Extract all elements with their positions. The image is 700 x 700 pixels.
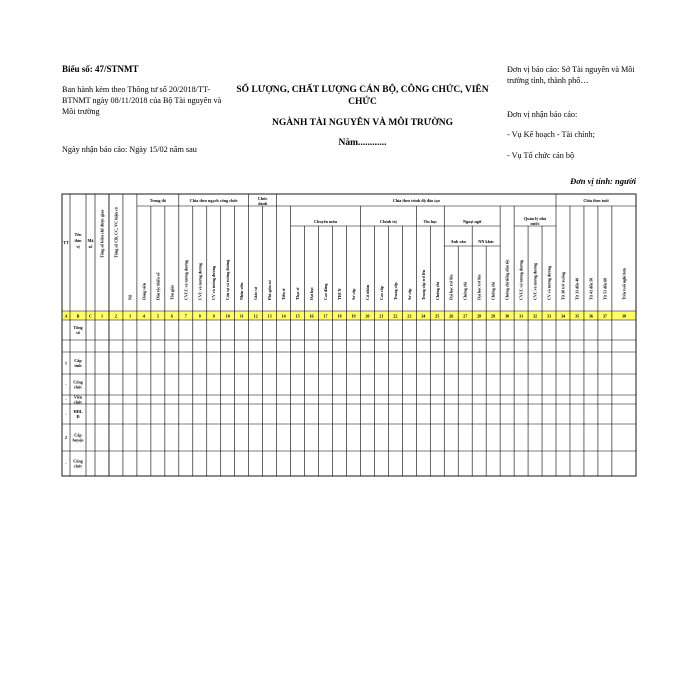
allocated-staff-header: Tổng số biên chế được giao xyxy=(99,209,105,258)
subsub-header: NN khác xyxy=(478,239,495,244)
reporting-unit: Đơn vị báo cáo: Sở Tài nguyên và Môi trường tỉnh, thành phố… xyxy=(507,65,635,85)
row-name: Công xyxy=(73,379,83,385)
column-label: Đảng viên xyxy=(141,282,147,300)
group-header: Chia theo tuổi xyxy=(583,198,609,203)
index-cell: 33 xyxy=(546,313,552,319)
row-name: chức xyxy=(73,384,83,390)
group-header: Chia theo ngạch công chức xyxy=(189,198,238,203)
index-cell: 31 xyxy=(518,313,524,319)
column-label: Phó giáo sư xyxy=(267,280,273,300)
row-tt: - xyxy=(65,461,67,466)
index-cell: 27 xyxy=(463,313,468,319)
row-name: HĐL xyxy=(73,408,83,414)
row-name: Viên xyxy=(73,394,83,400)
index-cell: 15 xyxy=(295,313,300,319)
column-label: Đại học trở lên xyxy=(448,274,454,300)
index-cell: 20 xyxy=(365,313,370,319)
row-tt: 1 xyxy=(64,360,68,366)
row-name: Đ xyxy=(76,414,80,420)
column-label: Từ 51 đến 60 xyxy=(602,277,608,300)
index-cell: 11 xyxy=(239,313,244,319)
row-tt: 2 xyxy=(64,435,68,440)
index-cell: 24 xyxy=(421,313,426,319)
current-staff-header: Tổng số CB, CC, VC hiện có xyxy=(113,207,119,258)
column-label: Nữ xyxy=(127,294,133,300)
column-label: Cao đẳng xyxy=(323,283,329,300)
group-header: Chia theo trình độ đào tạo xyxy=(392,198,440,203)
row-name: Cấp xyxy=(74,357,82,363)
report-title: SỐ LƯỢNG, CHẤT LƯỢNG CÁN BỘ, CÔNG CHỨC, VIÊN CHỨC xyxy=(236,85,489,107)
row-tt: - xyxy=(65,397,67,402)
column-label: Chứng chỉ xyxy=(434,282,440,300)
index-cell: 16 xyxy=(309,313,314,319)
column-label: Cán sự và tương đương xyxy=(225,259,231,300)
column-label: Giáo sư xyxy=(253,286,259,300)
index-cell: 13 xyxy=(267,313,272,319)
column-label: CVC và tương đương xyxy=(532,263,538,300)
index-cell: 25 xyxy=(435,313,440,319)
index-cell: A xyxy=(64,313,68,319)
index-cell: 30 xyxy=(505,313,510,319)
index-cell: 14 xyxy=(281,313,286,319)
column-label: Nhân viên xyxy=(239,282,245,300)
row-tt: - xyxy=(65,411,67,417)
column-label: Đại học trở lên xyxy=(476,274,482,300)
sub-header: Quản lý nhà xyxy=(523,216,547,221)
column-label: Tôn giáo xyxy=(169,284,175,300)
column-label: Thạc sĩ xyxy=(295,287,301,300)
column-label: Chứng chỉ xyxy=(490,282,496,300)
code-header-2: số xyxy=(88,244,93,249)
index-cell: 2 xyxy=(114,313,118,319)
receiving-unit-1: - Vụ Kế hoạch - Tài chính; xyxy=(507,130,595,139)
index-cell: 34 xyxy=(560,313,566,319)
sub-header: Chính trị xyxy=(380,219,397,224)
index-cell: 37 xyxy=(602,313,607,319)
row-name: chức xyxy=(73,399,83,405)
column-label: Từ 31 đến 40 xyxy=(574,277,580,300)
column-label: Sơ cấp xyxy=(350,288,356,300)
row-tt: - xyxy=(65,382,67,387)
index-cell: 28 xyxy=(477,313,482,319)
column-label: Cao cấp xyxy=(378,286,384,300)
column-label: Cử nhân xyxy=(364,285,370,300)
index-cell: 4 xyxy=(142,313,145,319)
column-label: Tiến sĩ xyxy=(281,288,287,300)
column-label: Đại học xyxy=(309,287,315,300)
index-cell: 3 xyxy=(128,313,131,319)
index-cell: 26 xyxy=(449,313,454,319)
unit-of-measure: Đơn vị tính: người xyxy=(570,176,636,186)
row-name: Tổng xyxy=(73,324,83,330)
sub-header: Chuyên môn xyxy=(314,219,337,224)
index-cell: 5 xyxy=(156,313,159,319)
index-cell: 18 xyxy=(337,313,342,319)
column-label: CVC và tương đương xyxy=(197,263,203,300)
row-name: Công xyxy=(73,458,83,464)
column-label: Trên tuổi nghỉ hưu xyxy=(621,267,627,300)
receiving-unit-2: - Vụ Tổ chức cán bộ xyxy=(507,151,575,160)
receiving-units-label: Đơn vị nhận báo cáo: xyxy=(507,110,578,119)
group-header-2: danh xyxy=(258,201,268,206)
column-label: Chứng chỉ xyxy=(462,282,468,300)
index-cell: 36 xyxy=(588,313,594,319)
index-cell: 9 xyxy=(212,313,215,319)
tt-header: TT xyxy=(63,240,69,245)
index-cell: 6 xyxy=(170,313,173,319)
sub-header-2: nước xyxy=(530,221,540,226)
index-cell: 7 xyxy=(184,313,187,319)
column-label: Trung cấp xyxy=(392,282,398,300)
form-code: Biểu số: 47/STNMT xyxy=(62,64,139,74)
index-cell: C xyxy=(88,313,93,319)
sub-header: Ngoại ngữ xyxy=(462,219,482,224)
column-label: CV và tương đương xyxy=(546,266,552,300)
sub-header: Tin học xyxy=(423,219,438,224)
row-name: huyện xyxy=(72,437,84,443)
name-header: Tên xyxy=(74,232,82,237)
column-label: Từ 30 trở xuống xyxy=(560,272,566,300)
column-label: Dân tộc thiểu số xyxy=(155,272,161,300)
name-header-2: đơn xyxy=(74,238,82,243)
report-year: Năm............ xyxy=(338,138,387,148)
index-cell: B xyxy=(76,313,80,319)
column-label: Chứng chỉ tiếng dân tộc xyxy=(504,259,510,300)
index-cell: 21 xyxy=(379,313,384,319)
group-header: Chức xyxy=(257,196,268,201)
group-header: Trong đó xyxy=(149,198,166,203)
column-label: Trung cấp trở lên xyxy=(420,269,426,300)
index-cell: 10 xyxy=(225,313,230,319)
row-name: số xyxy=(76,330,80,336)
index-cell: 8 xyxy=(198,313,201,319)
column-label: CVCC và tương đương xyxy=(183,260,189,300)
column-label: CV và tương đương xyxy=(211,266,217,300)
issued-by-note: Ban hành kèm theo Thông tư số 20/2018/TT-BTNMT ngày 08/11/2018 của Bộ Tài nguyên và Môi trường xyxy=(62,85,222,116)
row-name: tỉnh xyxy=(74,363,82,369)
name-header-3: vị xyxy=(76,244,80,249)
subsub-header: Anh văn xyxy=(450,239,466,244)
column-label: Sơ cấp xyxy=(406,288,412,300)
row-name: chức xyxy=(73,463,83,469)
index-cell: 35 xyxy=(574,313,580,319)
index-cell: 23 xyxy=(407,313,412,319)
index-cell: 38 xyxy=(621,313,627,319)
index-cell: 19 xyxy=(351,313,356,319)
column-label: CVCC và tương đương xyxy=(518,260,524,300)
row-name: Cấp xyxy=(74,432,82,438)
column-label: THCN xyxy=(336,288,342,300)
code-header: Mã xyxy=(87,238,94,243)
index-cell: 32 xyxy=(532,313,538,319)
table-border xyxy=(62,194,636,476)
index-cell: 17 xyxy=(323,313,328,319)
index-cell: 1 xyxy=(100,313,104,319)
index-cell: 22 xyxy=(393,313,398,319)
index-cell: 29 xyxy=(491,313,496,319)
report-subtitle: NGÀNH TÀI NGUYÊN VÀ MÔI TRƯỜNG xyxy=(272,118,453,128)
column-label: Từ 41 đến 50 xyxy=(588,277,594,300)
index-cell: 12 xyxy=(253,313,258,319)
receive-date-note: Ngày nhận báo cáo: Ngày 15/02 năm sau xyxy=(62,145,197,154)
